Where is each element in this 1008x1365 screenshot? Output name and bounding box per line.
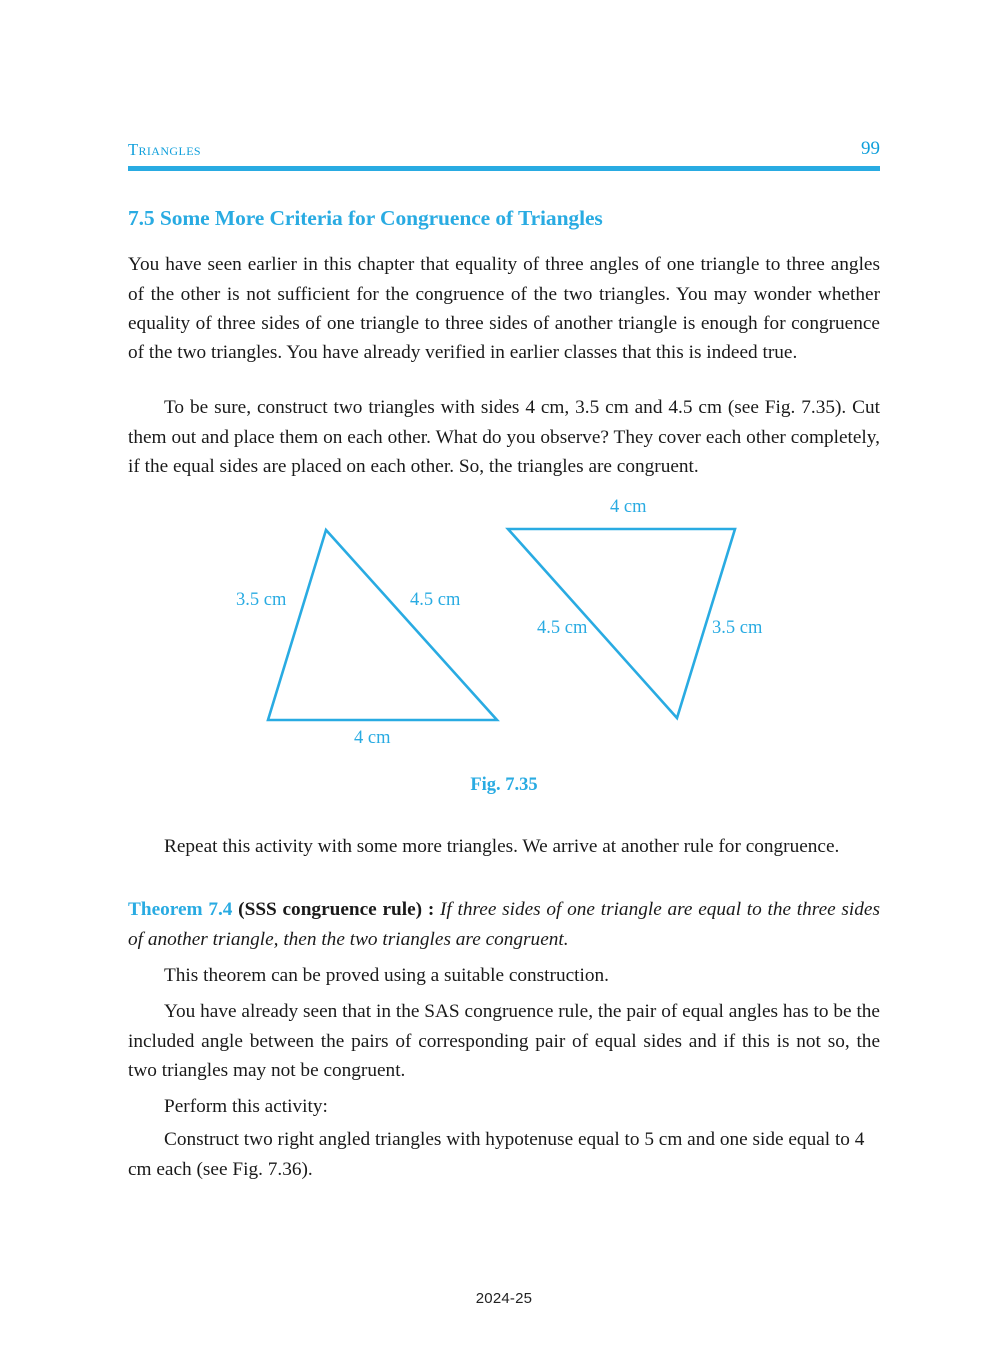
running-head-title: Triangles [128, 140, 202, 159]
label-left-4-cm: 4 cm [354, 728, 391, 748]
paragraph-construct-right-triangles: Construct two right angled triangles with hypotenuse equal to 5 cm and one side equal to 4 cm each (see Fig. 7.36). [128, 1129, 865, 1180]
theorem-rule-name: (SSS congruence rule) : [232, 899, 440, 921]
footer-year: 2024-25 [475, 1290, 533, 1307]
theorem-7-4 [128, 895, 880, 953]
label-left-4-5-cm: 4.5 cm [410, 590, 461, 610]
header-rule [128, 166, 880, 171]
section-heading: 7.5 Some More Criteria for Congruence of Triangles [128, 205, 603, 230]
paragraph-construct-triangles: To be sure, construct two triangles with sides 4 cm, 3.5 cm and 4.5 cm (see Fig. 7.35). Cut them out and place them on each other. What do you observe? They cover each other completely, if the equal sides are placed on each other. So, the triangles are congruent. [128, 397, 880, 477]
figure-caption: Fig. 7.35 [470, 775, 538, 795]
paragraph-sas-note: You have already seen that in the SAS congruence rule, the pair of equal angles has to be the included angle between the pairs of corresponding pair of equal sides and if this is not so, the two triangles may not be congruent. [128, 1001, 880, 1081]
label-right-3-5-cm: 3.5 cm [712, 618, 763, 638]
paragraph-repeat-activity: Repeat this activity with some more triangles. We arrive at another rule for congruence. [164, 836, 840, 858]
paragraph-intro: You have seen earlier in this chapter that equality of three angles of one triangle to three angles of the other is not sufficient for the congruence of the two triangles. You may wonder whether equality of three sides of one triangle to three sides of another triangle is enough for congruence of the two triangles. You have already verified in earlier classes that this is indeed true. [128, 254, 880, 363]
page-number: 99 [861, 138, 880, 159]
running-head [128, 140, 880, 166]
figure-7-35 [128, 490, 880, 810]
theorem-statement: If three sides of one triangle are equal to the three sides of another triangle, then the two triangles are congruent. [128, 899, 880, 950]
paragraph-proof-note: This theorem can be proved using a suitable construction. [164, 965, 609, 987]
label-right-4-cm: 4 cm [610, 497, 647, 517]
theorem-label: Theorem 7.4 [128, 899, 233, 921]
upright-triangle-shape [268, 530, 497, 720]
label-right-4-5-cm: 4.5 cm [537, 618, 588, 638]
label-left-3-5-cm: 3.5 cm [236, 590, 287, 610]
figure-7-35-drawing [128, 490, 880, 760]
paragraph-perform-activity: Perform this activity: [164, 1096, 328, 1118]
